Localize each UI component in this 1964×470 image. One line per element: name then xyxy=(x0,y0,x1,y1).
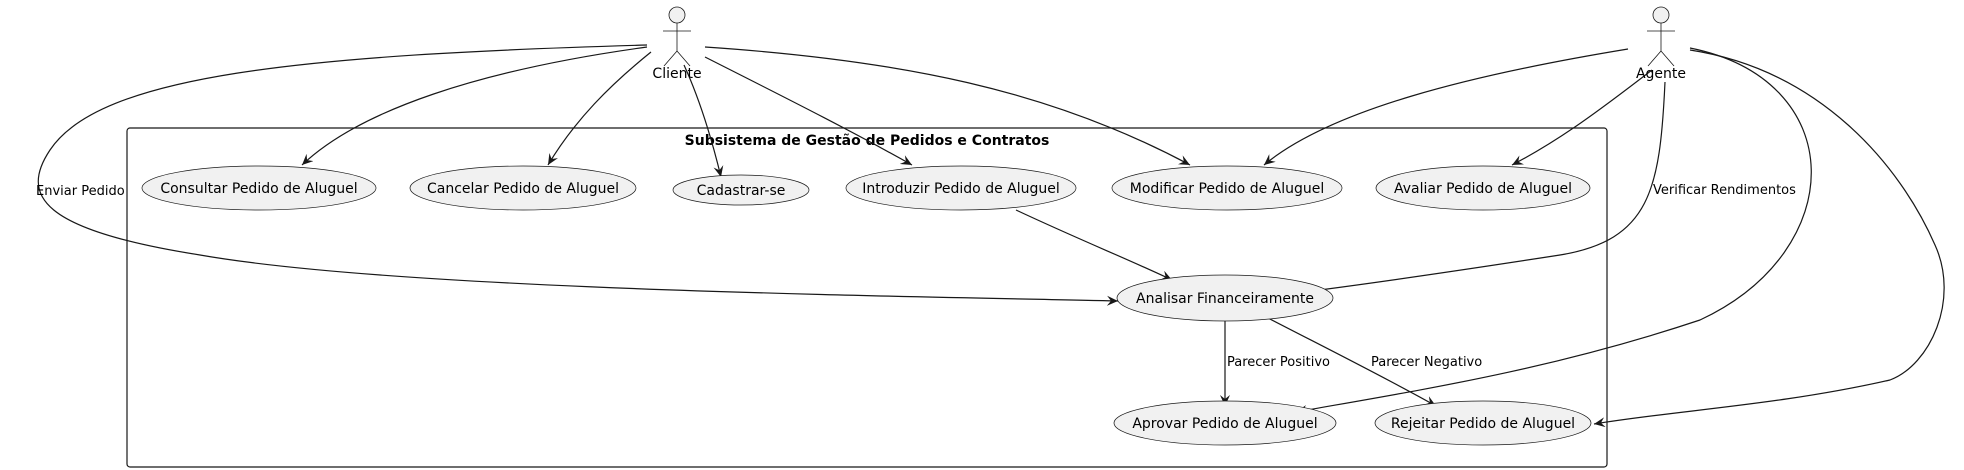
use-case-cadastrar-label: Cadastrar-se xyxy=(696,183,786,199)
use-case-introduzir-label: Introduzir Pedido de Aluguel xyxy=(862,181,1060,197)
label-parecer-negativo: Parecer Negativo xyxy=(1371,355,1483,370)
use-case-introduzir xyxy=(846,166,1076,210)
use-case-cancelar-label: Cancelar Pedido de Aluguel xyxy=(426,181,620,197)
edge-agente-rejeitar xyxy=(1594,50,1944,424)
actor-cliente-figure-icon xyxy=(663,7,691,66)
edge-cliente-consultar xyxy=(302,47,647,165)
relationships xyxy=(38,45,1944,424)
edge-agente-avaliar xyxy=(1512,70,1652,165)
use-case-analisar xyxy=(1117,275,1333,321)
use-case-rejeitar xyxy=(1375,401,1591,445)
actor-agente-label: Agente xyxy=(1635,66,1687,82)
use-case-cancelar xyxy=(410,166,636,210)
use-case-avaliar-label: Avaliar Pedido de Aluguel xyxy=(1394,181,1572,197)
use-case-analisar-label: Analisar Financeiramente xyxy=(1136,291,1314,307)
system-boundary-title: Subsistema de Gestão de Pedidos e Contratos xyxy=(684,133,1050,149)
use-case-consultar-label: Consultar Pedido de Aluguel xyxy=(160,181,358,197)
edge-agente-modificar xyxy=(1264,49,1628,165)
edge-introduzir-analisar xyxy=(1016,210,1172,280)
use-case-cadastrar xyxy=(673,175,809,205)
use-case-avaliar xyxy=(1376,166,1590,210)
label-enviar-pedido: Enviar Pedido xyxy=(36,184,125,199)
label-verificar-rendimentos: Verificar Rendimentos xyxy=(1653,183,1796,198)
use-cases xyxy=(142,166,1591,445)
actor-cliente-label: Cliente xyxy=(652,66,702,82)
use-case-consultar xyxy=(142,166,376,210)
use-case-aprovar xyxy=(1114,401,1336,445)
use-case-aprovar-label: Aprovar Pedido de Aluguel xyxy=(1132,416,1318,432)
label-parecer-positivo: Parecer Positivo xyxy=(1227,355,1330,370)
use-case-rejeitar-label: Rejeitar Pedido de Aluguel xyxy=(1390,416,1576,432)
actor-agente xyxy=(1636,7,1686,82)
actor-agente-figure-icon xyxy=(1647,7,1675,66)
actor-cliente xyxy=(652,7,701,82)
use-case-modificar xyxy=(1112,166,1342,210)
edge-cliente-cancelar xyxy=(548,52,651,165)
edge-labels xyxy=(36,183,1796,370)
use-case-modificar-label: Modificar Pedido de Aluguel xyxy=(1129,181,1325,197)
